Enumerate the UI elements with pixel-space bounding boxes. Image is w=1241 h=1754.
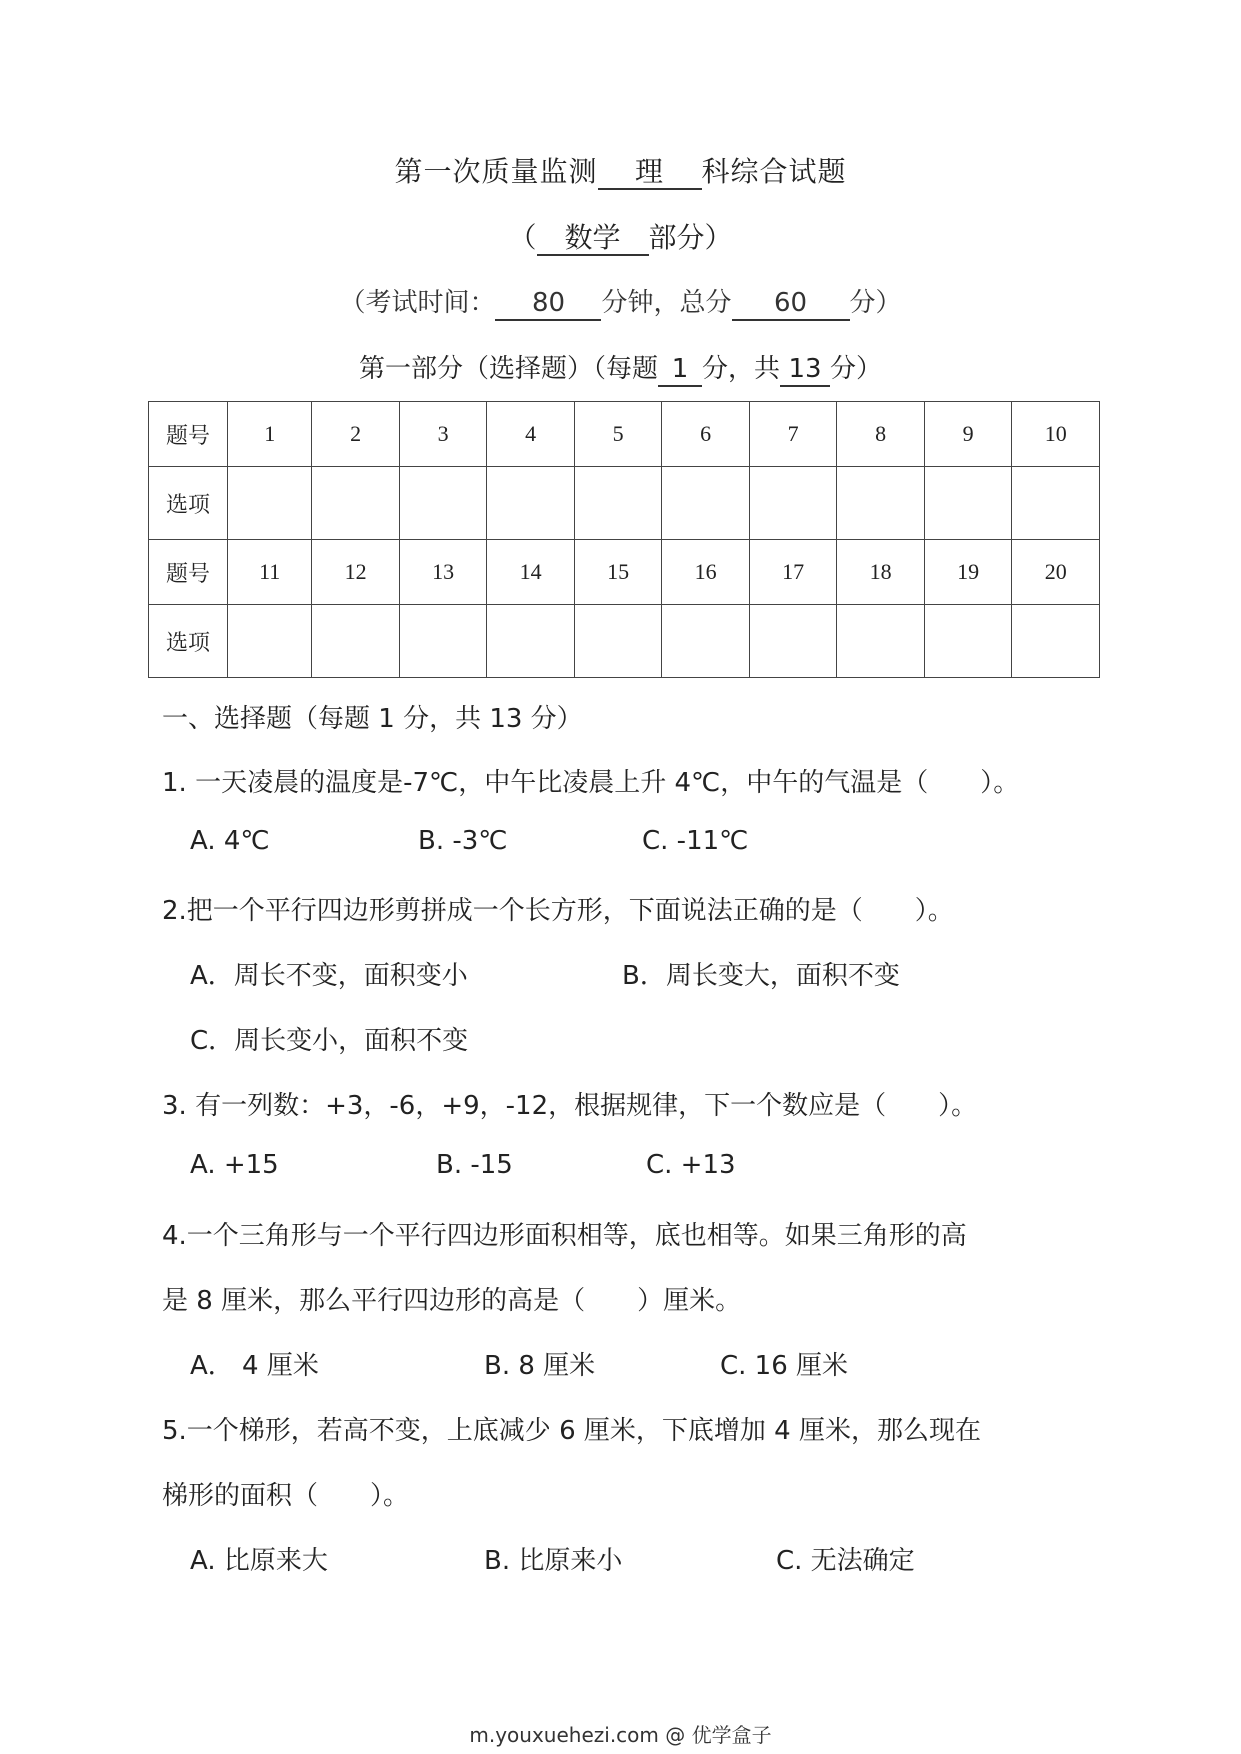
question-5-option-c: C. 无法确定 bbox=[776, 1546, 915, 1576]
question-number: 17 bbox=[749, 540, 837, 605]
answer-cell[interactable] bbox=[837, 467, 925, 540]
answer-cell[interactable] bbox=[574, 467, 662, 540]
question-number: 9 bbox=[924, 402, 1012, 467]
part-title: （ 数学 部分） bbox=[0, 216, 1241, 256]
exam-info: （考试时间： 80 分钟，总分 60 分） bbox=[0, 282, 1241, 321]
question-number: 16 bbox=[662, 540, 750, 605]
points-blank: 1 bbox=[658, 355, 702, 387]
subject-blank: 理 bbox=[598, 156, 702, 190]
question-4-stem-line1: 4.一个三角形与一个平行四边形面积相等，底也相等。如果三角形的高 bbox=[162, 1221, 967, 1251]
question-number: 11 bbox=[228, 540, 312, 605]
question-number: 18 bbox=[837, 540, 925, 605]
question-number: 4 bbox=[487, 402, 575, 467]
question-3-option-a: A. +15 bbox=[190, 1150, 279, 1180]
table-row bbox=[149, 467, 1100, 540]
time-blank: 80 bbox=[495, 289, 601, 321]
question-4-option-b: B. 8 厘米 bbox=[484, 1351, 596, 1381]
question-4-option-c: C. 16 厘米 bbox=[720, 1351, 849, 1381]
question-1-stem: 1. 一天凌晨的温度是-7℃，中午比凌晨上升 4℃，中午的气温是（ ）。 bbox=[162, 768, 1020, 798]
score-blank: 60 bbox=[732, 289, 850, 321]
answer-cell[interactable] bbox=[1012, 467, 1100, 540]
question-1-option-b: B. -3℃ bbox=[418, 826, 508, 856]
question-5-stem-line2: 梯形的面积（ ）。 bbox=[162, 1481, 410, 1511]
question-number: 15 bbox=[574, 540, 662, 605]
question-3-option-c: C. +13 bbox=[646, 1150, 736, 1180]
answer-cell[interactable] bbox=[228, 605, 312, 678]
question-5-option-a: A. 比原来大 bbox=[190, 1546, 328, 1576]
answer-cell[interactable] bbox=[924, 605, 1012, 678]
answer-cell[interactable] bbox=[662, 467, 750, 540]
question-number: 1 bbox=[228, 402, 312, 467]
question-number: 19 bbox=[924, 540, 1012, 605]
row-label: 选项 bbox=[149, 467, 228, 540]
question-1-option-a: A. 4℃ bbox=[190, 826, 270, 856]
question-4-stem-line2: 是 8 厘米，那么平行四边形的高是（ ）厘米。 bbox=[162, 1286, 742, 1316]
question-number: 20 bbox=[1012, 540, 1100, 605]
section-title: 第一部分（选择题）（每题 1 分，共 13 分） bbox=[0, 348, 1241, 387]
question-number: 2 bbox=[312, 402, 400, 467]
question-3-option-b: B. -15 bbox=[436, 1150, 513, 1180]
question-number: 13 bbox=[399, 540, 487, 605]
answer-cell[interactable] bbox=[749, 467, 837, 540]
part-name-blank: 数学 bbox=[537, 222, 649, 256]
answer-cell[interactable] bbox=[837, 605, 925, 678]
question-2-option-a: A．周长不变，面积变小 bbox=[190, 961, 468, 991]
answer-cell[interactable] bbox=[399, 605, 487, 678]
question-2-option-b: B．周长变大，面积不变 bbox=[622, 961, 900, 991]
footer-watermark: m.youxuehezi.com @ 优学盒子 bbox=[469, 1723, 772, 1747]
row-label: 题号 bbox=[149, 402, 228, 467]
answer-cell[interactable] bbox=[487, 467, 575, 540]
answer-cell[interactable] bbox=[749, 605, 837, 678]
table-row bbox=[149, 402, 1100, 467]
answer-table bbox=[148, 401, 1100, 678]
answer-cell[interactable] bbox=[312, 605, 400, 678]
answer-cell[interactable] bbox=[1012, 605, 1100, 678]
total-blank: 13 bbox=[780, 355, 830, 387]
answer-cell[interactable] bbox=[924, 467, 1012, 540]
question-number: 10 bbox=[1012, 402, 1100, 467]
answer-cell[interactable] bbox=[399, 467, 487, 540]
question-number: 5 bbox=[574, 402, 662, 467]
question-number: 3 bbox=[399, 402, 487, 467]
question-number: 6 bbox=[662, 402, 750, 467]
answer-cell[interactable] bbox=[228, 467, 312, 540]
question-number: 7 bbox=[749, 402, 837, 467]
question-2-option-c: C．周长变小，面积不变 bbox=[190, 1026, 469, 1056]
question-4-option-a: A． 4 厘米 bbox=[190, 1351, 319, 1381]
row-label: 选项 bbox=[149, 605, 228, 678]
table-row bbox=[149, 605, 1100, 678]
question-5-stem-line1: 5.一个梯形，若高不变，上底减少 6 厘米，下底增加 4 厘米，那么现在 bbox=[162, 1416, 981, 1446]
question-5-option-b: B. 比原来小 bbox=[484, 1546, 623, 1576]
table-row bbox=[149, 540, 1100, 605]
answer-cell[interactable] bbox=[312, 467, 400, 540]
answer-cell[interactable] bbox=[574, 605, 662, 678]
section-heading: 一、选择题（每题 1 分，共 13 分） bbox=[162, 704, 583, 734]
question-number: 8 bbox=[837, 402, 925, 467]
question-2-stem: 2.把一个平行四边形剪拼成一个长方形，下面说法正确的是（ ）。 bbox=[162, 896, 954, 926]
exam-title: 第一次质量监测 理 科综合试题 bbox=[0, 150, 1241, 190]
question-3-stem: 3. 有一列数：+3，-6，+9，-12，根据规律，下一个数应是（ ）。 bbox=[162, 1091, 978, 1121]
answer-cell[interactable] bbox=[487, 605, 575, 678]
answer-cell[interactable] bbox=[662, 605, 750, 678]
row-label: 题号 bbox=[149, 540, 228, 605]
question-number: 14 bbox=[487, 540, 575, 605]
question-number: 12 bbox=[312, 540, 400, 605]
question-1-option-c: C. -11℃ bbox=[642, 826, 749, 856]
